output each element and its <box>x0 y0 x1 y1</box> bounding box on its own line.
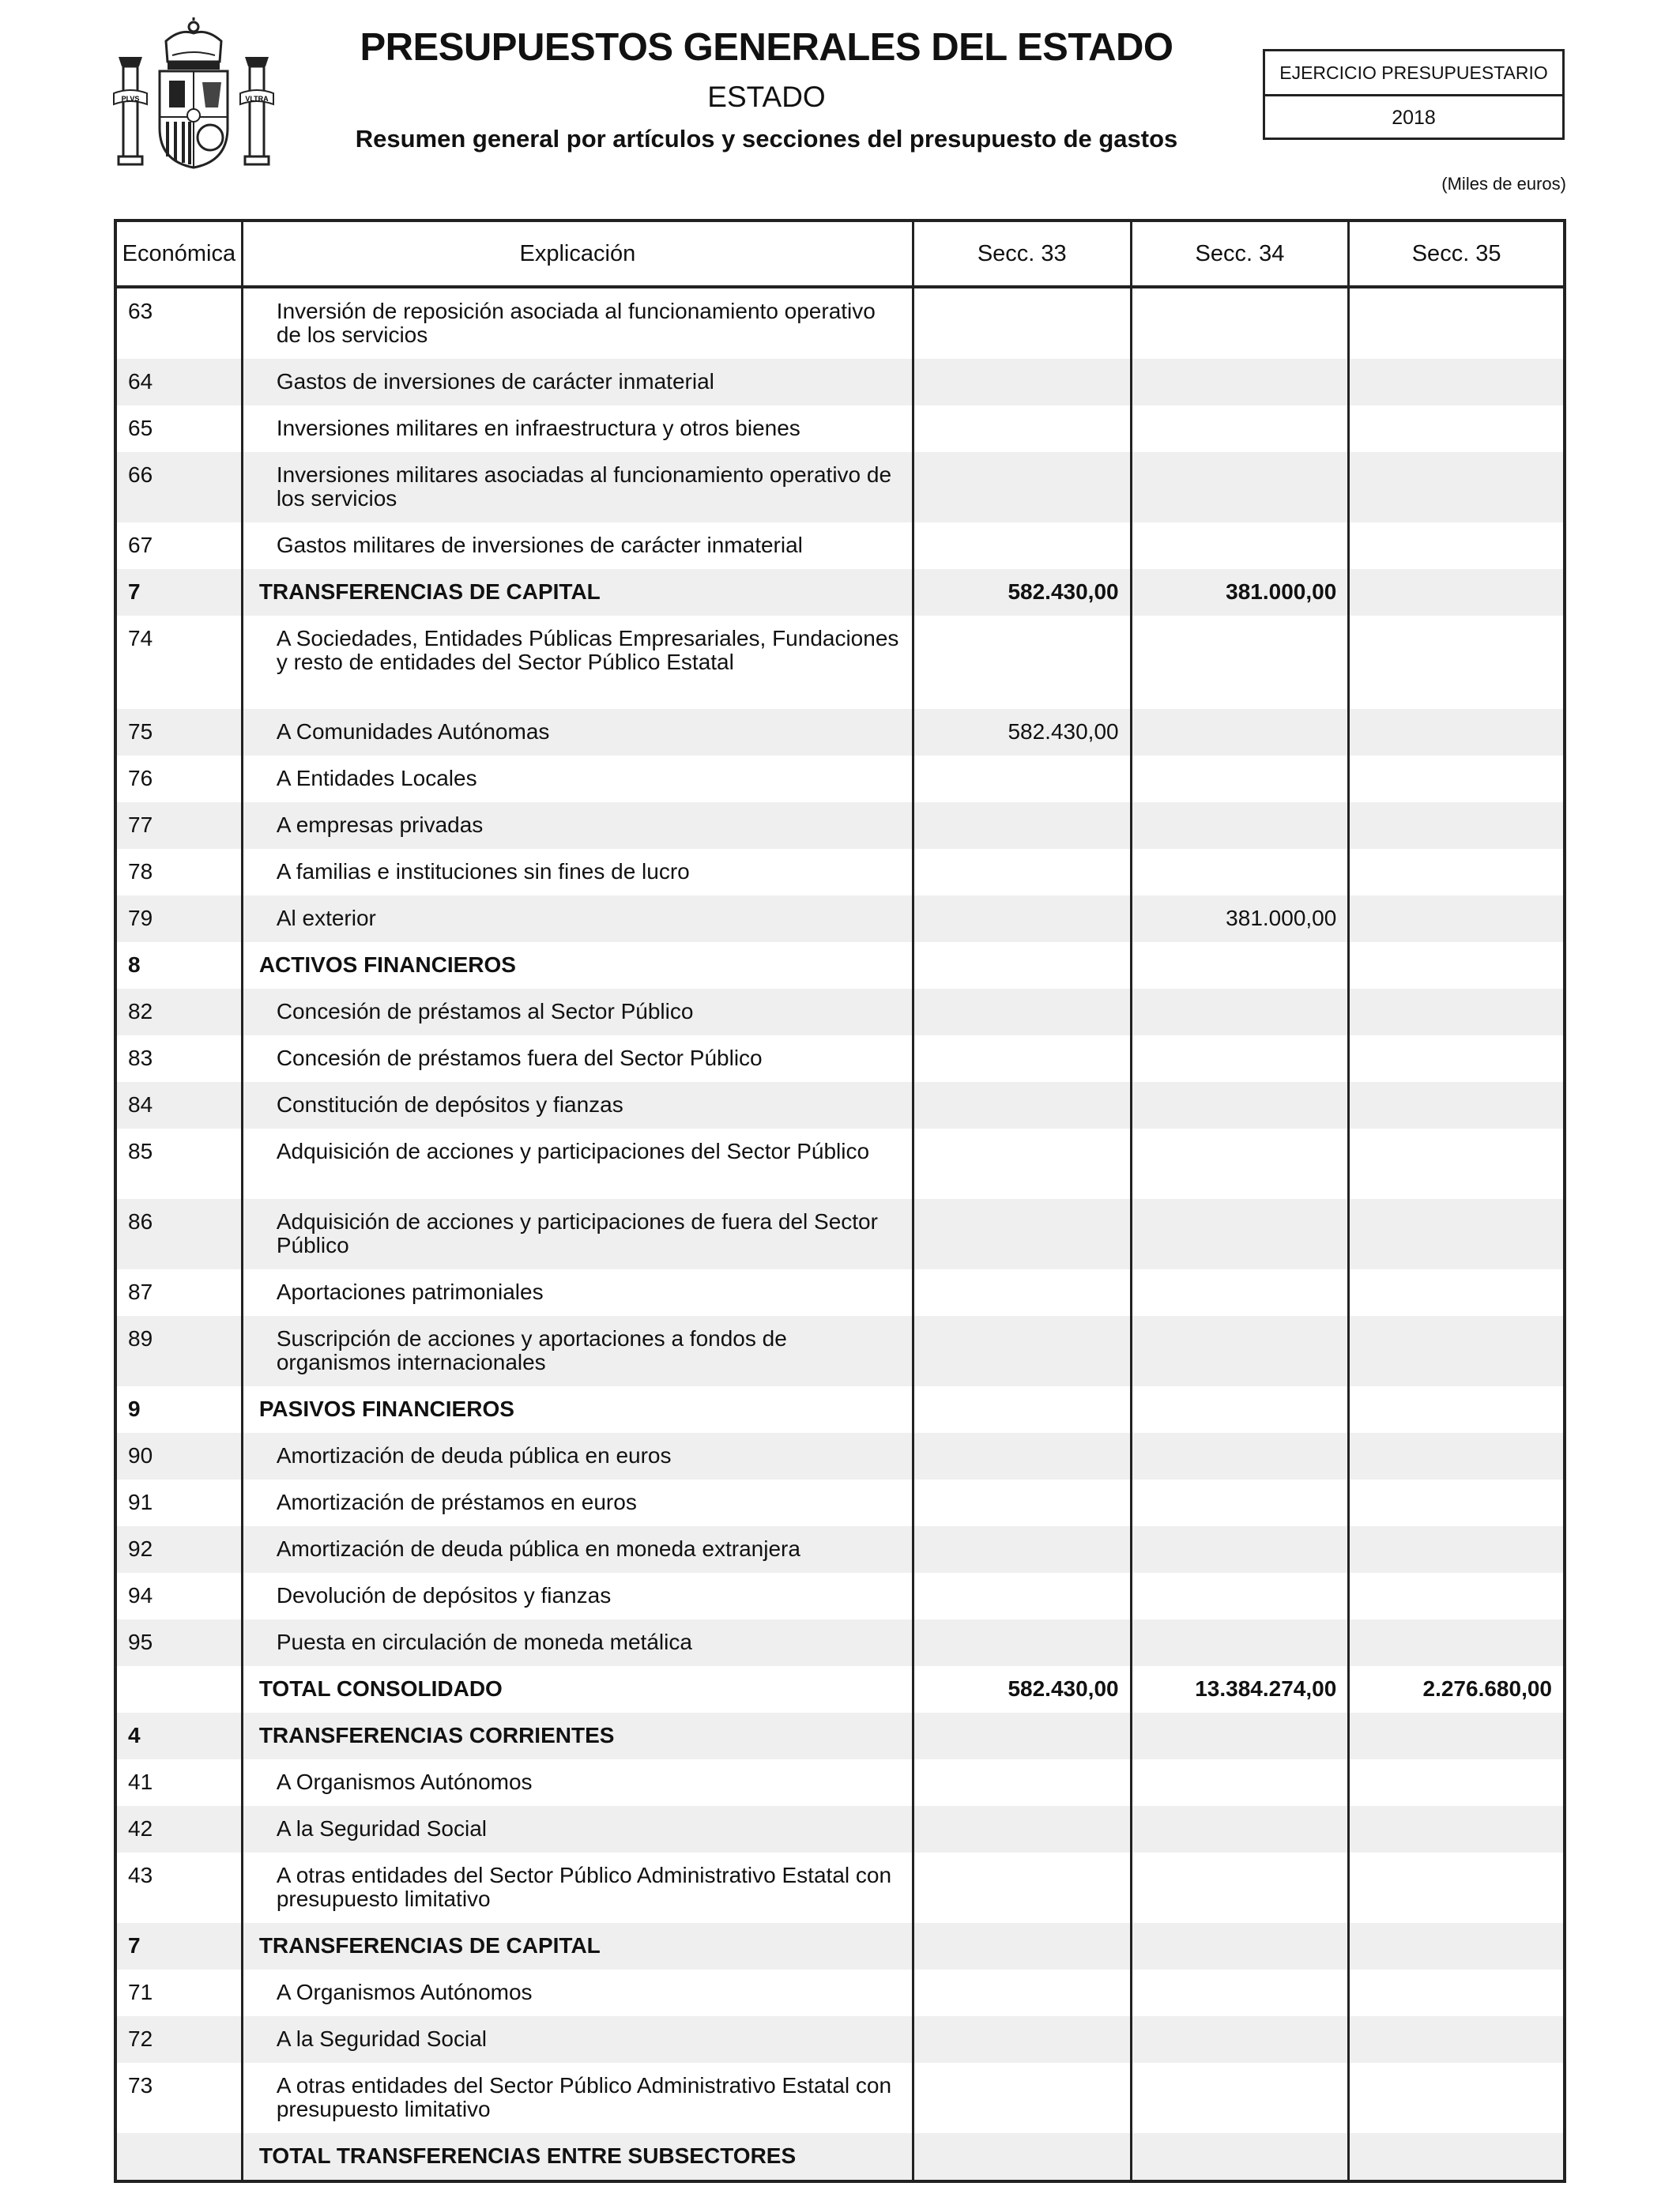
table-row <box>117 942 1563 989</box>
row-secc-35-amount <box>1350 405 1563 452</box>
row-secc-35-amount <box>1350 1806 1563 1853</box>
row-secc-35-amount <box>1350 1759 1563 1806</box>
ejercicio-box <box>1263 49 1565 140</box>
column-header-secc-34: Secc. 34 <box>1132 222 1350 285</box>
row-secc-34-amount <box>1132 1199 1350 1269</box>
row-secc-33-amount <box>914 1713 1132 1759</box>
row-explanation: Gastos militares de inversiones de carácter inmaterial <box>243 522 914 569</box>
table-row <box>117 1082 1563 1129</box>
table-row <box>117 1269 1563 1316</box>
row-secc-35-amount <box>1350 1129 1563 1199</box>
row-secc-35-amount <box>1350 616 1563 709</box>
column-header-secc-33: Secc. 33 <box>914 222 1132 285</box>
table-row <box>117 756 1563 802</box>
row-secc-34-amount <box>1132 1713 1350 1759</box>
table-row <box>117 1970 1563 2016</box>
row-secc-34-amount <box>1132 2016 1350 2063</box>
row-secc-35-amount <box>1350 452 1563 522</box>
row-secc-35-amount <box>1350 1199 1563 1269</box>
row-code: 89 <box>117 1316 243 1386</box>
row-code: 82 <box>117 989 243 1035</box>
row-code: 94 <box>117 1573 243 1619</box>
svg-text:PLVS: PLVS <box>121 95 140 103</box>
row-secc-34-amount <box>1132 1806 1350 1853</box>
row-code <box>117 2133 243 2180</box>
row-explanation: A Entidades Locales <box>243 756 914 802</box>
row-secc-35-amount: 2.276.680,00 <box>1422 1676 1552 1701</box>
row-secc-33-amount <box>914 1035 1132 1082</box>
row-secc-33-amount <box>914 1923 1132 1970</box>
row-secc-33-amount: 582.430,00 <box>914 569 1132 616</box>
row-secc-34-amount <box>1132 1853 1350 1923</box>
row-secc-33-amount <box>914 1853 1132 1923</box>
table-row <box>117 849 1563 895</box>
svg-text:VLTRA: VLTRA <box>245 95 269 103</box>
row-secc-33-amount <box>914 1526 1132 1573</box>
row-secc-33-amount <box>914 452 1132 522</box>
row-secc-34-amount <box>1132 1386 1350 1433</box>
row-secc-33-amount <box>914 2063 1132 2133</box>
row-code <box>117 1666 243 1713</box>
row-code: 91 <box>117 1480 243 1526</box>
row-secc-35-amount <box>1350 802 1563 849</box>
row-secc-35-amount <box>1350 1573 1563 1619</box>
row-code: 63 <box>117 288 243 359</box>
row-secc-35-amount <box>1350 1480 1563 1526</box>
row-explanation: Constitución de depósitos y fianzas <box>243 1082 914 1129</box>
row-code: 64 <box>117 359 243 405</box>
row-secc-35-amount <box>1350 1619 1563 1666</box>
row-code: 43 <box>117 1853 243 1923</box>
table-row <box>117 1713 1563 1759</box>
row-secc-35-amount <box>1350 2016 1563 2063</box>
row-explanation: Aportaciones patrimoniales <box>243 1269 914 1316</box>
row-secc-33-amount <box>914 802 1132 849</box>
row-secc-34-amount <box>1132 1970 1350 2016</box>
row-explanation: ACTIVOS FINANCIEROS <box>243 942 914 989</box>
row-secc-33-amount <box>914 1316 1132 1386</box>
table-row <box>117 1666 1563 1713</box>
table-row <box>117 288 1563 359</box>
row-explanation: Inversiones militares en infraestructura y otros bienes <box>243 405 914 452</box>
row-explanation: Amortización de deuda pública en moneda extranjera <box>243 1526 914 1573</box>
row-explanation: PASIVOS FINANCIEROS <box>243 1386 914 1433</box>
row-secc-34-amount <box>1132 1269 1350 1316</box>
row-explanation: Concesión de préstamos fuera del Sector Público <box>243 1035 914 1082</box>
row-code: 73 <box>117 2063 243 2133</box>
row-secc-33-amount: 582.430,00 <box>914 1666 1132 1713</box>
row-code: 84 <box>117 1082 243 1129</box>
budget-table <box>114 219 1566 2183</box>
table-row <box>117 709 1563 756</box>
row-secc-33-amount <box>914 942 1132 989</box>
row-code: 71 <box>117 1970 243 2016</box>
row-code: 79 <box>117 895 243 942</box>
row-secc-35-amount <box>1350 522 1563 569</box>
row-secc-33-amount <box>914 359 1132 405</box>
row-secc-34-amount <box>1132 452 1350 522</box>
row-secc-33-amount <box>914 989 1132 1035</box>
table-row <box>117 1573 1563 1619</box>
table-row <box>117 452 1563 522</box>
row-secc-34-amount: 381.000,00 <box>1132 895 1350 942</box>
row-secc-35-amount <box>1350 709 1563 756</box>
row-code: 8 <box>117 942 243 989</box>
row-explanation: Inversiones militares asociadas al funcionamiento operativo de los servicios <box>243 452 914 522</box>
table-row <box>117 1619 1563 1666</box>
row-explanation: A familias e instituciones sin fines de lucro <box>243 849 914 895</box>
row-secc-35-amount <box>1350 288 1563 359</box>
table-row <box>117 895 1563 942</box>
row-secc-34-amount <box>1132 802 1350 849</box>
row-secc-33-amount <box>914 2016 1132 2063</box>
row-explanation: Concesión de préstamos al Sector Público <box>243 989 914 1035</box>
row-code: 7 <box>117 569 243 616</box>
table-row <box>117 1316 1563 1386</box>
table-header <box>117 222 1563 288</box>
row-explanation: A otras entidades del Sector Público Administrativo Estatal con presupuesto limitativo <box>243 2063 914 2133</box>
row-explanation: Suscripción de acciones y aportaciones a fondos de organismos internacionales <box>243 1316 914 1386</box>
row-explanation: Amortización de préstamos en euros <box>243 1480 914 1526</box>
row-secc-34-amount <box>1132 405 1350 452</box>
table-row <box>117 2063 1563 2133</box>
row-secc-33-amount <box>914 1269 1132 1316</box>
row-explanation: Devolución de depósitos y fianzas <box>243 1573 914 1619</box>
row-secc-34-amount <box>1132 756 1350 802</box>
row-code: 92 <box>117 1526 243 1573</box>
ejercicio-label: EJERCICIO PRESUPUESTARIO <box>1265 51 1562 96</box>
row-secc-35-amount <box>1350 1970 1563 2016</box>
column-header-economica: Económica <box>117 222 243 285</box>
row-secc-33-amount <box>914 1970 1132 2016</box>
row-secc-34-amount <box>1132 1316 1350 1386</box>
table-row <box>117 569 1563 616</box>
row-secc-33-amount <box>914 1480 1132 1526</box>
table-row <box>117 1199 1563 1269</box>
row-secc-34-amount <box>1132 1573 1350 1619</box>
row-secc-33-amount <box>914 1129 1132 1199</box>
row-secc-33-amount <box>914 616 1132 709</box>
table-row <box>117 616 1563 709</box>
row-code: 72 <box>117 2016 243 2063</box>
row-secc-35-amount <box>1350 359 1563 405</box>
row-secc-33-amount <box>914 1199 1132 1269</box>
row-secc-34-amount <box>1132 288 1350 359</box>
row-explanation: A Comunidades Autónomas <box>243 709 914 756</box>
table-body <box>117 288 1563 2180</box>
row-secc-34-amount <box>1132 522 1350 569</box>
row-code: 83 <box>117 1035 243 1082</box>
row-secc-34-amount <box>1132 1759 1350 1806</box>
row-secc-35-amount <box>1350 1269 1563 1316</box>
row-secc-33-amount <box>914 1082 1132 1129</box>
row-secc-35-amount <box>1350 756 1563 802</box>
row-secc-34-amount: 381.000,00 <box>1132 569 1350 616</box>
row-code: 87 <box>117 1269 243 1316</box>
row-secc-35-amount <box>1350 1923 1563 1970</box>
row-explanation: Amortización de deuda pública en euros <box>243 1433 914 1480</box>
row-secc-34-amount <box>1132 1480 1350 1526</box>
row-code: 42 <box>117 1806 243 1853</box>
row-code: 67 <box>117 522 243 569</box>
row-explanation: TOTAL CONSOLIDADO <box>243 1666 914 1713</box>
row-secc-34-amount <box>1132 2063 1350 2133</box>
row-secc-35-amount <box>1350 1386 1563 1433</box>
table-row <box>117 1759 1563 1806</box>
row-secc-35-amount <box>1350 989 1563 1035</box>
row-secc-33-amount <box>914 288 1132 359</box>
row-explanation: A la Seguridad Social <box>243 2016 914 2063</box>
page-title: PRESUPUESTOS GENERALES DEL ESTADO <box>360 26 1173 69</box>
row-code: 75 <box>117 709 243 756</box>
row-explanation: Al exterior <box>243 895 914 942</box>
row-explanation: Gastos de inversiones de carácter inmaterial <box>243 359 914 405</box>
table-row <box>117 359 1563 405</box>
column-header-explicacion: Explicación <box>243 222 914 285</box>
row-explanation: A otras entidades del Sector Público Administrativo Estatal con presupuesto limitativo <box>243 1853 914 1923</box>
row-explanation: TRANSFERENCIAS DE CAPITAL <box>243 1923 914 1970</box>
row-explanation: A la Seguridad Social <box>243 1806 914 1853</box>
row-secc-34-amount <box>1132 1433 1350 1480</box>
row-code: 66 <box>117 452 243 522</box>
row-secc-35-amount <box>1350 1082 1563 1129</box>
row-secc-34-amount <box>1132 709 1350 756</box>
row-secc-34-amount <box>1132 2133 1350 2180</box>
row-explanation: A empresas privadas <box>243 802 914 849</box>
row-secc-35-amount <box>1350 942 1563 989</box>
table-row <box>117 1129 1563 1199</box>
row-code: 95 <box>117 1619 243 1666</box>
row-explanation: A Organismos Autónomos <box>243 1970 914 2016</box>
table-row <box>117 1923 1563 1970</box>
row-secc-35-amount <box>1350 569 1563 616</box>
row-explanation: Adquisición de acciones y participaciones de fuera del Sector Público <box>243 1199 914 1269</box>
page-description: Resumen general por artículos y secciones del presupuesto de gastos <box>355 125 1178 153</box>
row-secc-33-amount <box>914 1433 1132 1480</box>
row-secc-35-amount <box>1350 1713 1563 1759</box>
table-row <box>117 1386 1563 1433</box>
row-secc-35-amount <box>1350 1035 1563 1082</box>
table-row <box>117 802 1563 849</box>
row-code: 41 <box>117 1759 243 1806</box>
row-secc-35-amount <box>1350 1316 1563 1386</box>
row-secc-33-amount <box>914 405 1132 452</box>
row-secc-33-amount <box>914 1759 1132 1806</box>
row-code: 65 <box>117 405 243 452</box>
row-code: 77 <box>117 802 243 849</box>
table-row <box>117 522 1563 569</box>
row-code: 85 <box>117 1129 243 1199</box>
row-secc-34-amount <box>1132 1035 1350 1082</box>
row-secc-35-amount <box>1350 1433 1563 1480</box>
row-secc-33-amount <box>914 2133 1132 2180</box>
units-note: (Miles de euros) <box>1441 174 1566 194</box>
table-row <box>117 405 1563 452</box>
table-row <box>117 1035 1563 1082</box>
row-explanation: Adquisición de acciones y participaciones del Sector Público <box>243 1129 914 1199</box>
row-secc-35-amount <box>1350 849 1563 895</box>
row-secc-34-amount <box>1132 942 1350 989</box>
row-explanation: TOTAL TRANSFERENCIAS ENTRE SUBSECTORES <box>243 2133 914 2180</box>
row-explanation: Inversión de reposición asociada al funcionamiento operativo de los servicios <box>243 288 914 359</box>
row-secc-33-amount <box>914 1386 1132 1433</box>
row-explanation: Puesta en circulación de moneda metálica <box>243 1619 914 1666</box>
row-explanation: TRANSFERENCIAS CORRIENTES <box>243 1713 914 1759</box>
row-secc-33-amount <box>914 522 1132 569</box>
table-row <box>117 2133 1563 2180</box>
row-explanation: A Organismos Autónomos <box>243 1759 914 1806</box>
table-row <box>117 2016 1563 2063</box>
row-secc-33-amount <box>914 849 1132 895</box>
row-secc-34-amount <box>1132 1082 1350 1129</box>
row-secc-33-amount <box>914 895 1132 942</box>
row-secc-34-amount <box>1132 1526 1350 1573</box>
row-secc-34-amount <box>1132 989 1350 1035</box>
row-secc-35-amount <box>1350 895 1563 942</box>
row-code: 86 <box>117 1199 243 1269</box>
row-code: 78 <box>117 849 243 895</box>
table-row <box>117 1480 1563 1526</box>
row-secc-34-amount <box>1132 1129 1350 1199</box>
row-secc-34-amount <box>1132 616 1350 709</box>
row-code: 74 <box>117 616 243 709</box>
page-subtitle: ESTADO <box>707 81 826 113</box>
row-secc-33-amount <box>914 756 1132 802</box>
row-secc-34-amount <box>1132 849 1350 895</box>
row-secc-33-amount <box>914 1806 1132 1853</box>
row-secc-35-amount <box>1350 1853 1563 1923</box>
row-secc-34-amount: 13.384.274,00 <box>1132 1666 1350 1713</box>
table-row <box>117 989 1563 1035</box>
table-row <box>117 1433 1563 1480</box>
row-secc-34-amount <box>1132 1923 1350 1970</box>
table-row <box>117 1806 1563 1853</box>
row-secc-34-amount <box>1132 1619 1350 1666</box>
row-explanation: A Sociedades, Entidades Públicas Empresariales, Fundaciones y resto de entidades del Sector Público Estatal <box>243 616 914 709</box>
row-secc-33-amount <box>914 1573 1132 1619</box>
row-code: 76 <box>117 756 243 802</box>
row-explanation: TRANSFERENCIAS DE CAPITAL <box>243 569 914 616</box>
column-header-secc-35: Secc. 35 <box>1411 240 1501 266</box>
row-secc-34-amount <box>1132 359 1350 405</box>
row-secc-33-amount: 582.430,00 <box>914 709 1132 756</box>
ejercicio-year: 2018 <box>1392 107 1436 129</box>
row-code: 4 <box>117 1713 243 1759</box>
table-row <box>117 1526 1563 1573</box>
row-code: 90 <box>117 1433 243 1480</box>
table-row <box>117 1853 1563 1923</box>
row-code: 9 <box>117 1386 243 1433</box>
row-secc-35-amount <box>1350 2133 1563 2180</box>
row-secc-35-amount <box>1350 2063 1563 2133</box>
row-secc-33-amount <box>914 1619 1132 1666</box>
row-code: 7 <box>117 1923 243 1970</box>
row-secc-35-amount <box>1350 1526 1563 1573</box>
coat-of-arms-logo <box>111 17 277 175</box>
